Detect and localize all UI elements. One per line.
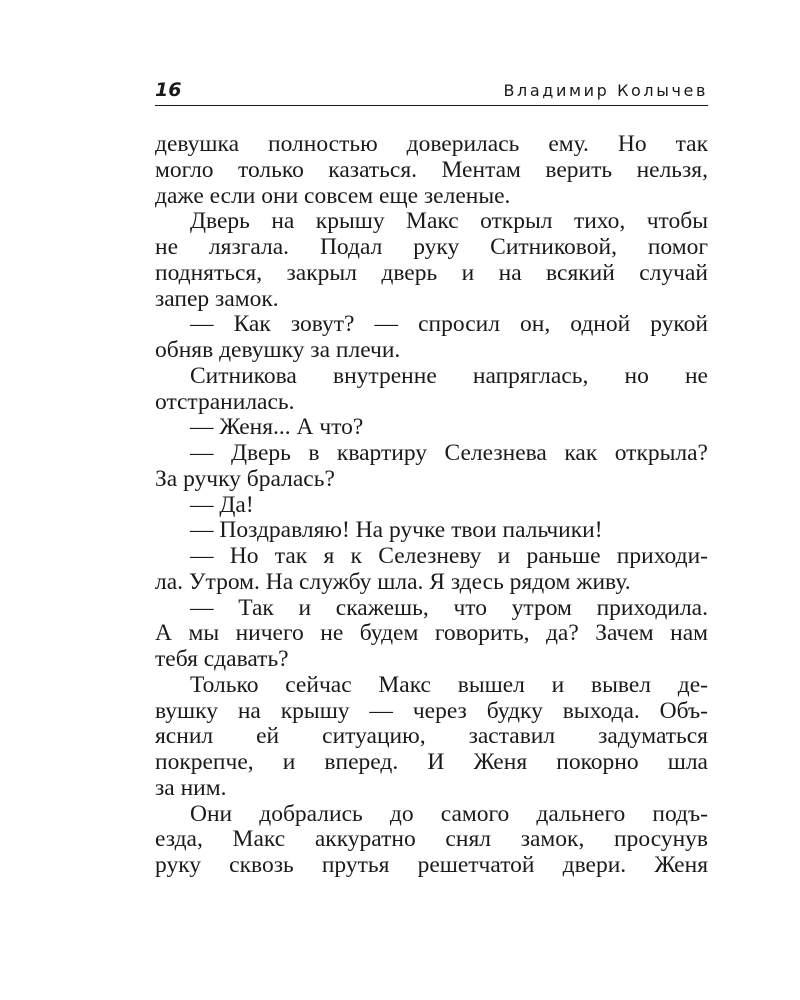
text-line: — Как зовут? — спросил он, одной рукой bbox=[190, 311, 708, 338]
body-text bbox=[155, 132, 708, 879]
page-header bbox=[155, 79, 708, 105]
text-line: запер замок. bbox=[155, 285, 279, 312]
text-line: покрепче, и вперед. И Женя покорно шла bbox=[155, 749, 708, 775]
text-line: Ситникова внутренне напряглась, но не bbox=[190, 362, 708, 389]
text-line: А мы ничего не будем говорить, да? Зачем нам bbox=[155, 620, 708, 647]
text-line: ла. Утром. На службу шла. Я здесь рядом живу. bbox=[155, 568, 631, 595]
text-line: обняв девушку за плечи. bbox=[155, 337, 401, 363]
text-line: подняться, закрыл дверь и на всякий случай bbox=[155, 259, 708, 286]
text-line: могло только казаться. Ментам верить нельзя, bbox=[155, 156, 708, 183]
text-line: не лязгала. Подал руку Ситниковой, помог bbox=[155, 234, 708, 260]
text-line: вушку на крышу — через будку выхода. Объ- bbox=[155, 697, 708, 724]
text-line: — Дверь в квартиру Селезнева как открыла? bbox=[190, 440, 708, 466]
text-line: тебя сдавать? bbox=[155, 646, 289, 672]
text-line: руку сквозь прутья решетчатой двери. Женя bbox=[155, 852, 708, 878]
text-line: — Поздравляю! На ручке твои пальчики! bbox=[190, 517, 603, 544]
text-line: за ним. bbox=[155, 774, 227, 801]
header-rule bbox=[155, 105, 708, 106]
text-line: яснил ей ситуацию, заставил задуматься bbox=[155, 723, 708, 750]
text-line: — Да! bbox=[190, 491, 254, 518]
running-head-author: Владимир Колычев bbox=[503, 81, 708, 100]
text-line: отстранилась. bbox=[155, 388, 295, 415]
page-number: 16 bbox=[155, 79, 182, 101]
text-line: — Но так я к Селезневу и раньше приходи- bbox=[190, 543, 708, 569]
text-line: Они добрались до самого дальнего подъ- bbox=[190, 800, 708, 827]
text-line: езда, Макс аккуратно снял замок, просунув bbox=[155, 826, 708, 853]
text-line: За ручку бралась? bbox=[155, 465, 335, 492]
text-line: Только сейчас Макс вышел и вывел де- bbox=[190, 671, 708, 698]
text-line: Дверь на крышу Макс открыл тихо, чтобы bbox=[190, 208, 708, 235]
text-line: даже если они совсем еще зеленые. bbox=[155, 182, 511, 209]
text-line: девушка полностью доверилась ему. Но так bbox=[155, 131, 708, 157]
text-line: — Женя... А что? bbox=[190, 414, 364, 441]
text-line: — Так и скажешь, что утром приходила. bbox=[190, 594, 708, 621]
